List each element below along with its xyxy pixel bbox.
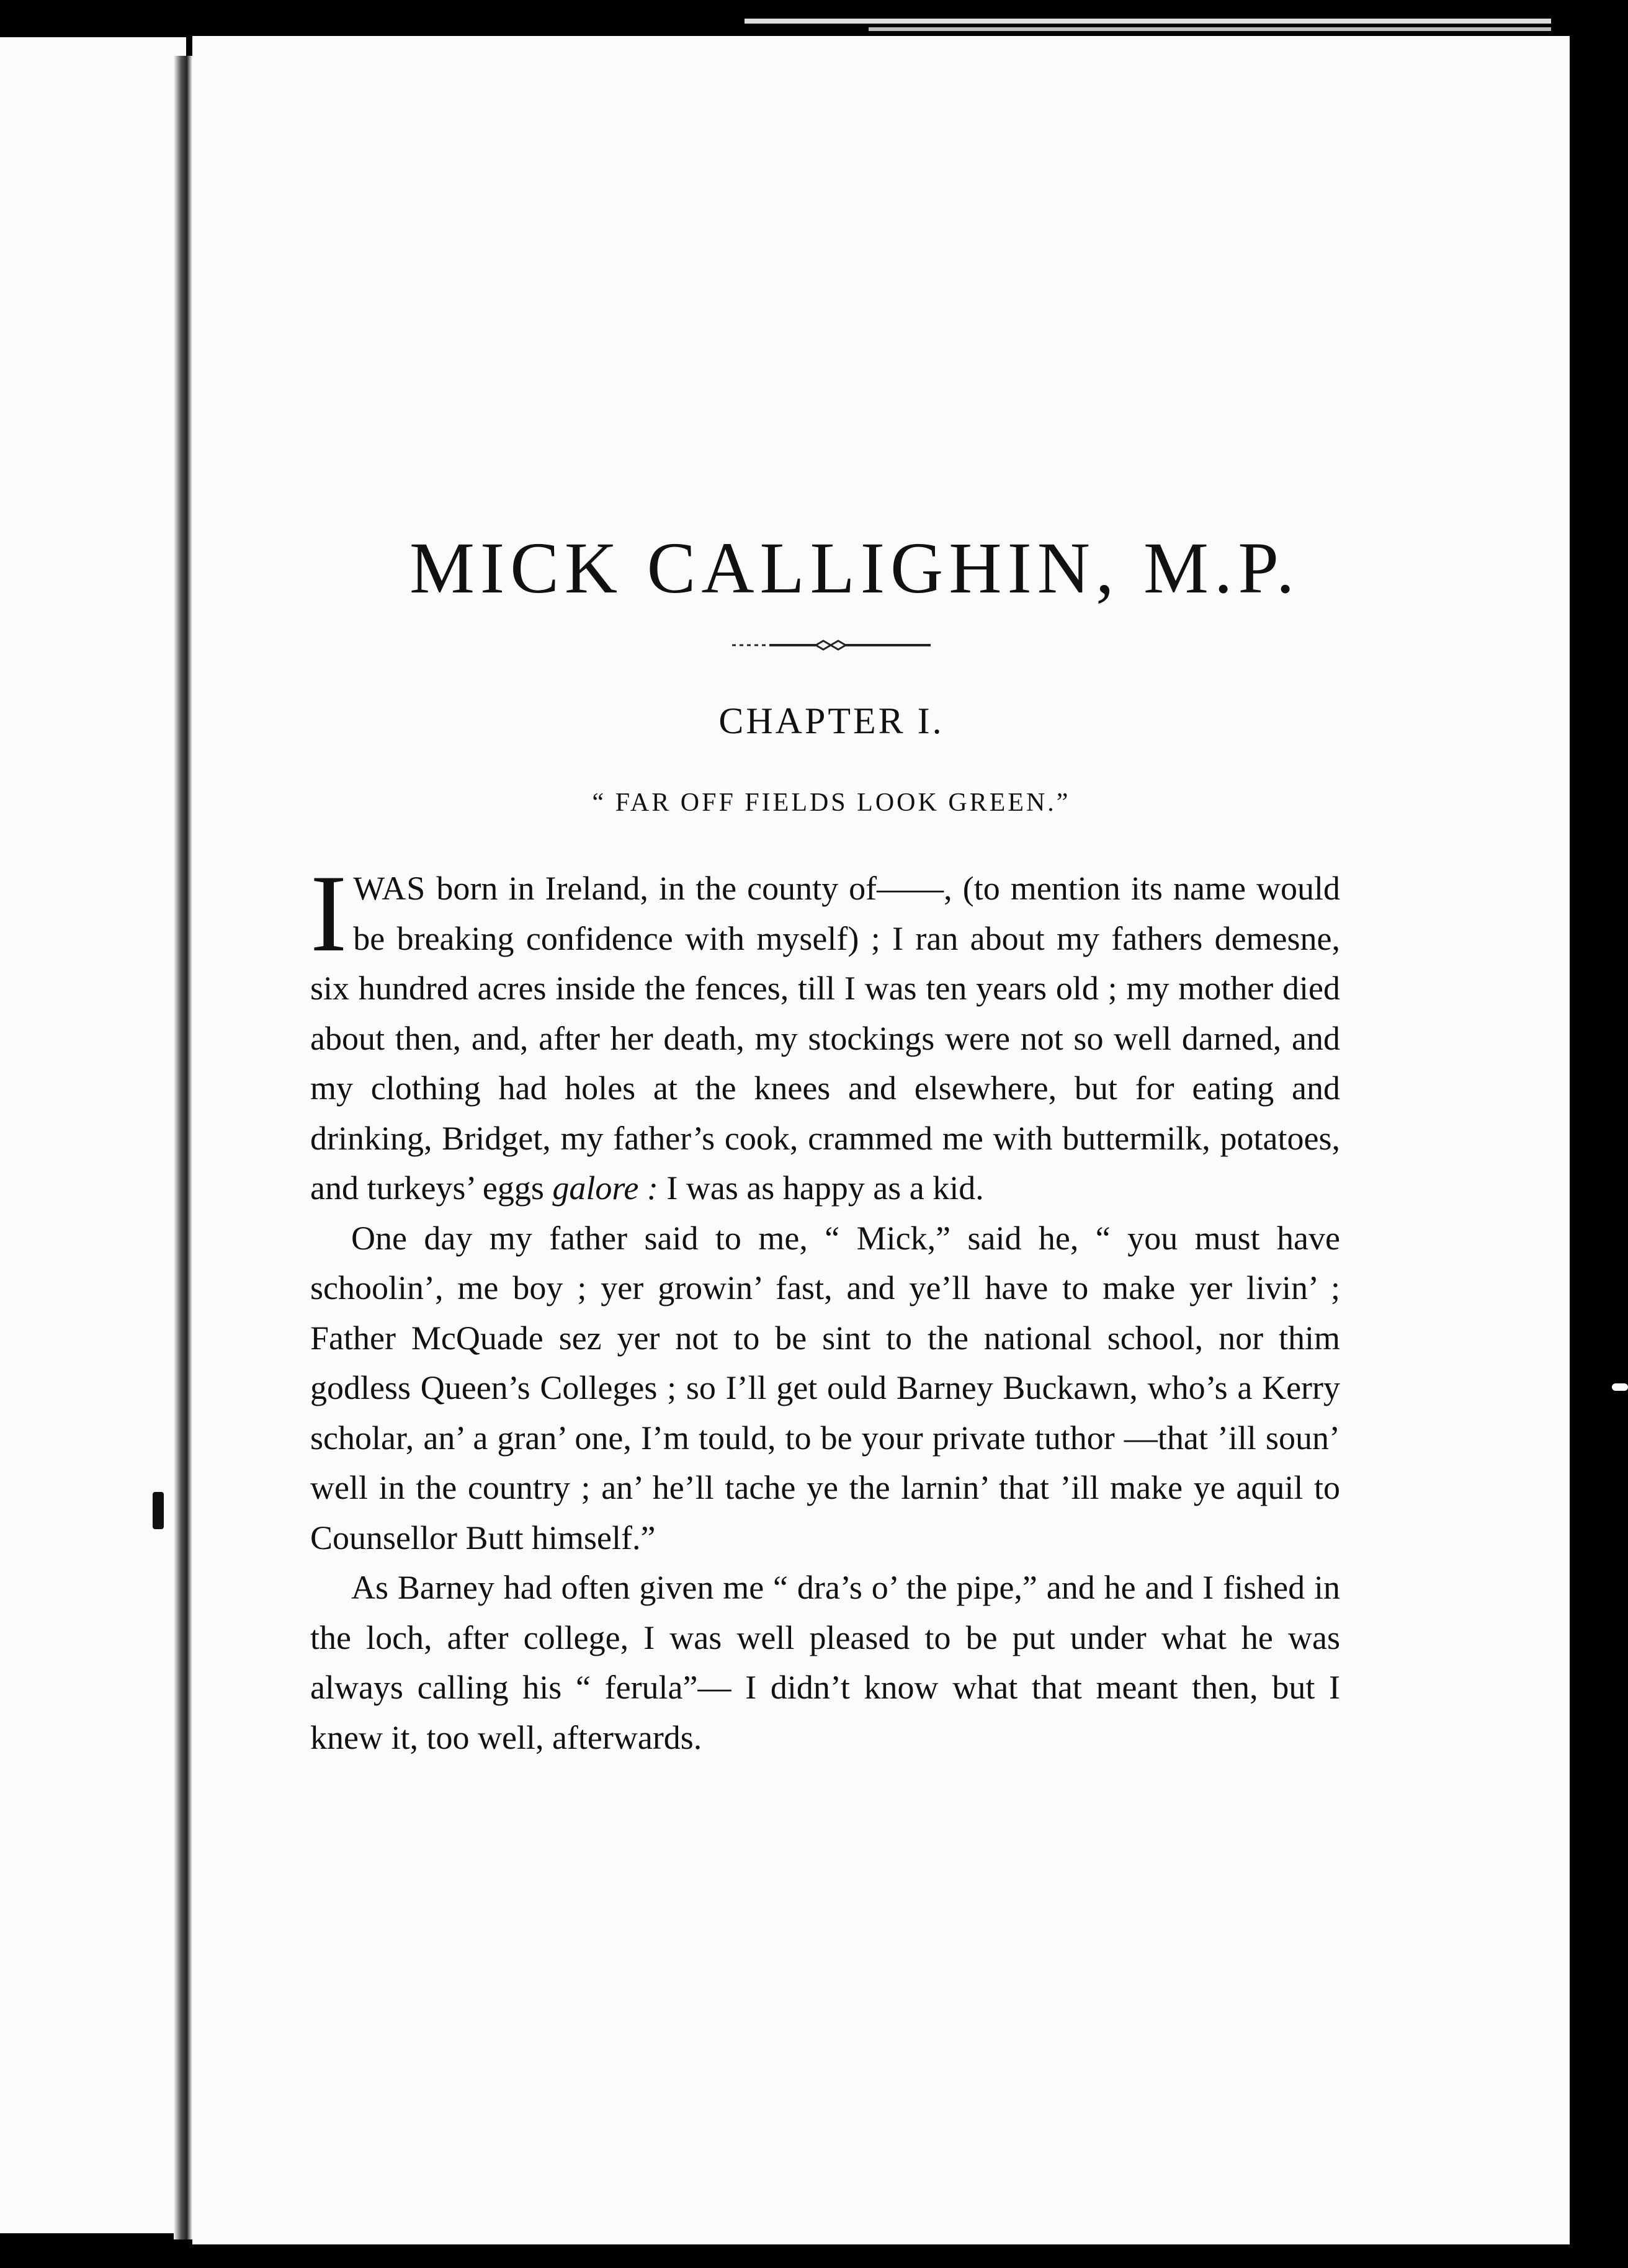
paragraph-2: One day my father said to me, “ Mick,” said he, “ you must have schoolin’, me boy ; yer growin’ fast, and ye’ll have to make yer livin’ ; Father McQuade sez yer not to be sint to the national school, nor thim godless Queen’s Colleges ; so I’ll get ould Barney Buckawn, who’s a Kerry scholar, an’ a gran’ one, I’m tould, to be your private tuthor —that ’ill soun’ well in the country ; an’ he’ll tache ye the larnin’ that ’ill make ye aquil to Counsellor Butt himself.” [310,1219,1340,1556]
paragraph-1 [310,852,1340,1213]
book-title: MICK CALLIGHIN, M.P. [409,527,1300,609]
drop-cap: I [310,852,347,975]
chapter-heading: CHAPTER I. [718,700,944,741]
stacked-page-edge [869,27,1551,31]
paragraph-3: As Barney had often given me “ dra’s o’ the pipe,” and he and I fished in the loch, after college, I was well pleased to be put under what he was always calling his “ ferula”— I didn’t know what that meant then, but I knew it, too well, afterwards. [310,1569,1340,1756]
ornament-rule-icon [732,639,931,651]
paragraph-text: born in Ireland, in the county of——, (to mention its name would be breaking confidence with myself) ; I ran about my fathers demesne, six hundred acres inside the fences, till I was ten years old ; my mother died about then, and, after her death, my stockings were not so well darned, and my clothing had holes at the knees and elsewhere, but for eating and drinking, Bridget, my father’s cook, crammed me with buttermilk, potatoes, and turkeys’ eggs [310,870,1340,1207]
left-page-edge [0,37,186,2233]
binding-gutter [174,56,192,2239]
italic-word: galore : [552,1169,658,1207]
page-edge-nick [1612,1383,1628,1391]
chapter-epigraph: “ FAR OFF FIELDS LOOK GREEN.” [592,788,1071,817]
paragraph-text: I was as happy as a kid. [658,1169,984,1207]
margin-mark [153,1492,164,1529]
chapter-body [310,852,1340,1762]
stacked-page-edge [745,19,1551,24]
smallcaps-word: WAS [353,870,426,907]
